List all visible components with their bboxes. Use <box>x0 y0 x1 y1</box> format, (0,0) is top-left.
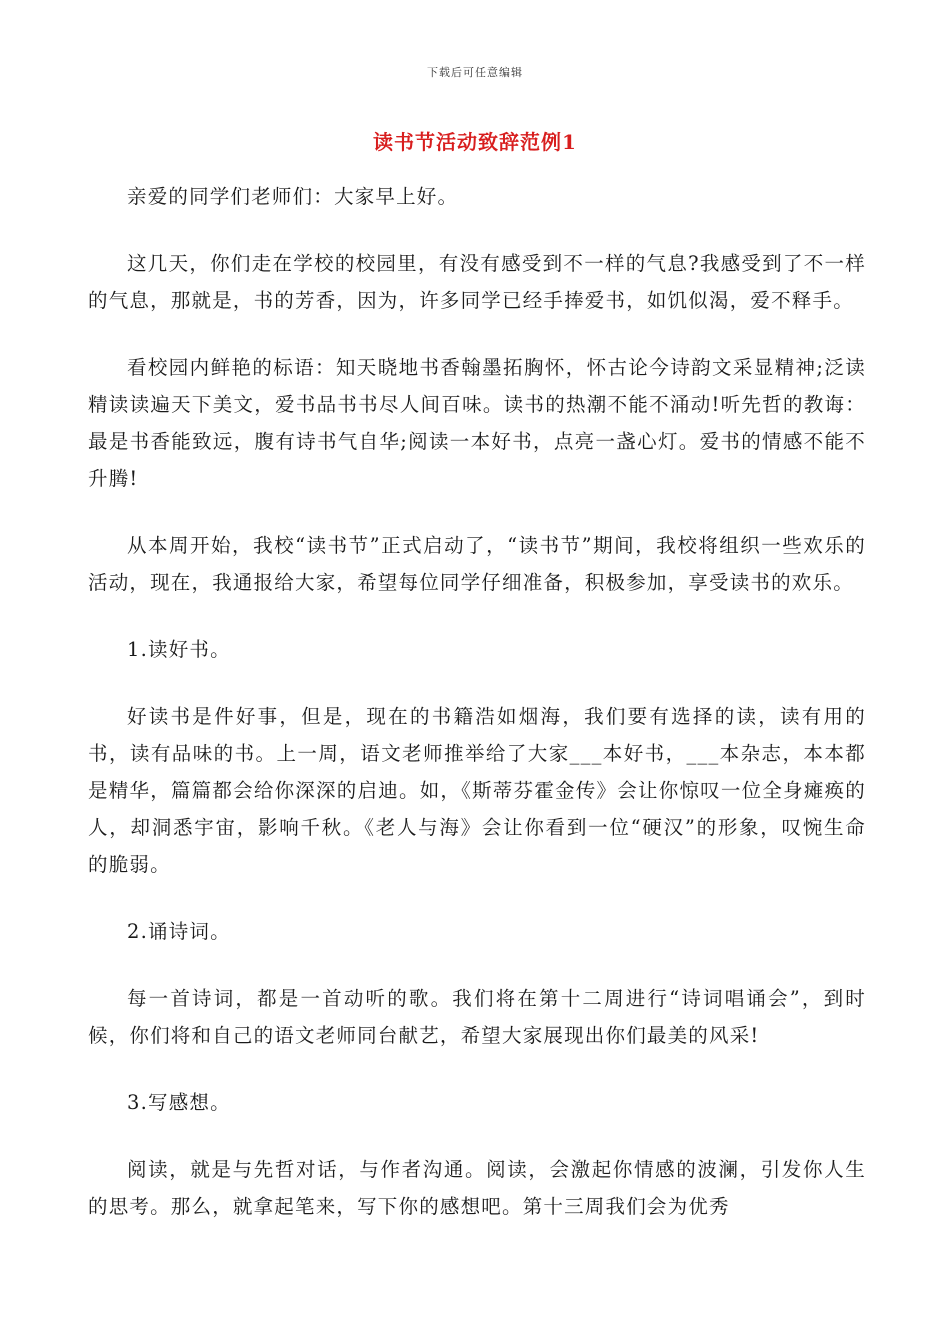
section-heading-read-books: 1.读好书。 <box>127 638 231 661</box>
paragraph-greeting: 亲爱的同学们老师们：大家早上好。 <box>127 185 459 208</box>
paragraph: 每一首诗词，都是一首动听的歌。我们将在第十二周进行“诗词唱诵会”，到时候，你们将和自己的语文老师同台献艺，希望大家展现出你们最美的风采! <box>88 987 866 1047</box>
paragraph: 这几天，你们走在学校的校园里，有没有感受到不一样的气息?我感受到了不一样的气息，那就是，书的芳香，因为，许多同学已经手捧爱书，如饥似渴，爱不释手。 <box>88 252 866 312</box>
paragraph: 从本周开始，我校“读书节”正式启动了，“读书节”期间，我校将组织一些欢乐的活动，现在，我通报给大家，希望每位同学仔细准备，积极参加，享受读书的欢乐。 <box>88 534 866 594</box>
section-heading-write-reflections: 3.写感想。 <box>127 1091 231 1114</box>
section-heading-recite-poems: 2.诵诗词。 <box>127 920 231 943</box>
document-body <box>88 178 866 1255</box>
paragraph: 看校园内鲜艳的标语：知天晓地书香翰墨拓胸怀，怀古论今诗韵文采显精神;泛读精读读遍天下美文，爱书品书书尽人间百味。读书的热潮不能不涌动!听先哲的教诲：最是书香能致远，腹有诗书气自华;阅读一本好书，点亮一盏心灯。爱书的情感不能不升腾! <box>88 356 866 490</box>
paragraph: 好读书是件好事，但是，现在的书籍浩如烟海，我们要有选择的读，读有用的书，读有品味的书。上一周，语文老师推举给了大家___本好书，___本杂志，本本都是精华，篇篇都会给你深深的启迪。如，《斯蒂芬霍金传》会让你惊叹一位全身瘫痪的人，却洞悉宇宙，影响千秋。《老人与海》会让你看到一位“硬汉”的形象，叹惋生命的脆弱。 <box>88 705 866 876</box>
paragraph: 阅读，就是与先哲对话，与作者沟通。阅读，会激起你情感的波澜，引发你人生的思考。那么，就拿起笔来，写下你的感想吧。第十三周我们会为优秀 <box>88 1158 866 1218</box>
header-note: 下载后可任意编辑 <box>427 66 523 79</box>
document-title: 读书节活动致辞范例1 <box>373 130 577 154</box>
